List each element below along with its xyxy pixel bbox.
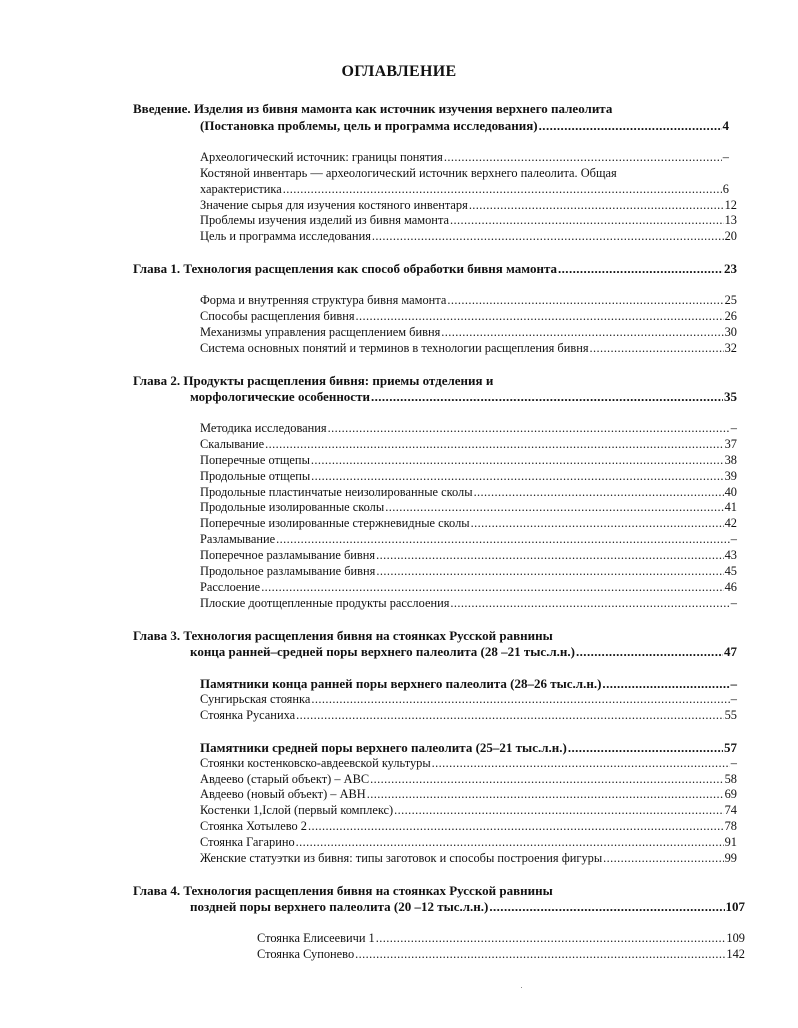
page-number: – [730,692,737,706]
toc-entry: Плоские доотщепленные продукты расслоения ..... – [200,596,737,611]
page-number: – [730,676,737,691]
section-heading: Памятники средней поры верхнего палеолита (25–21 тыс.л.н.) ..... 57 [200,740,737,755]
dot-leader [371,389,723,404]
page-number: – [730,756,737,770]
scan-speck [521,987,522,988]
dot-leader [558,261,723,276]
dot-leader [450,596,729,611]
toc-entry: Значение сырья для изучения костяного инвентаря ..... 12 [200,198,737,213]
toc-entry: Стоянка Гагарино ..... 91 [200,835,737,850]
toc-entry: Поперечные изолированные стержневидные сколы ..... 42 [200,516,737,531]
dot-leader [296,708,724,723]
toc-entry: Костенки 1,Iслой (первый комплекс) ..... 74 [200,803,737,818]
page-number: 25 [724,293,737,307]
dot-leader [590,341,724,356]
page-number: 23 [724,261,737,276]
dot-leader [283,182,722,197]
dot-leader [469,198,724,213]
page-number: 39 [724,469,737,483]
dot-leader [539,118,722,133]
dot-leader [394,803,723,818]
dot-leader [376,564,723,579]
toc-entry: Продольные отщепы ..... 39 [200,469,737,484]
dot-leader [474,485,724,500]
page-number: 109 [726,931,745,945]
page-number: 6 [722,182,729,196]
toc-entry: Стоянка Елисеевичи 1 ..... 109 [257,931,745,946]
dot-leader [447,293,723,308]
dot-leader [441,325,723,340]
page-number: 40 [724,485,737,499]
dot-leader [576,644,723,659]
dot-leader [308,819,724,834]
toc-entry: Авдеево (новый объект) – АВН ..... 69 [200,787,737,802]
dot-leader [568,740,723,755]
dot-leader [603,851,723,866]
page-number: 42 [724,516,737,530]
dot-leader [265,437,723,452]
page-number: 58 [724,772,737,786]
page-number: 107 [725,899,745,914]
toc-entry: Продольные изолированные сколы ..... 41 [200,500,737,515]
page-number: – [730,421,737,435]
dot-leader [367,787,724,802]
page-number: – [730,532,737,546]
page-number: 13 [724,213,737,227]
toc-entry: Методика исследования ..... – [200,421,737,436]
dot-leader [432,756,730,771]
toc-entry: Расслоение ..... 46 [200,580,737,595]
dot-leader [376,548,724,563]
chapter-2-heading-line2: морфологические особенности ..... 35 [190,389,737,404]
chapter-2-heading-line1: Глава 2. Продукты расщепления бивня: приемы отделения и [133,373,494,388]
toc-entry: характеристика ..... 6 [200,182,729,197]
intro-heading-line1: Введение. Изделия из бивня мамонта как источник изучения верхнего палеолита [133,101,613,116]
page-number: 57 [724,740,737,755]
toc-entry: Стоянка Хотылево 2 ..... 78 [200,819,737,834]
toc-entry: Цель и программа исследования ..... 20 [200,229,737,244]
dot-leader [296,835,724,850]
page-number: 35 [724,389,737,404]
dot-leader [471,516,724,531]
toc-entry: Скалывание ..... 37 [200,437,737,452]
toc-entry: Поперечное разламывание бивня ..... 43 [200,548,737,563]
page-number: 46 [724,580,737,594]
dot-leader [261,580,723,595]
dot-leader [444,150,722,165]
page-number: 99 [724,851,737,865]
toc-entry: Археологический источник: границы понятия ..... – [200,150,729,165]
toc-entry: Способы расщепления бивня ..... 26 [200,309,737,324]
dot-leader [276,532,730,547]
toc-entry: Поперечные отщепы ..... 38 [200,453,737,468]
page-title: ОГЛАВЛЕНИЕ [341,63,457,80]
toc-entry: Разламывание ..... – [200,532,737,547]
page-number: 69 [724,787,737,801]
toc-entry: Форма и внутренняя структура бивня мамонта ..... 25 [200,293,737,308]
chapter-1-heading: Глава 1. Технология расщепления как способ обработки бивня мамонта ..... 23 [133,261,737,276]
page-number: 45 [724,564,737,578]
page-number: 30 [724,325,737,339]
toc-entry: Продольное разламывание бивня ..... 45 [200,564,737,579]
dot-leader [370,772,723,787]
dot-leader [372,229,724,244]
dot-leader [311,692,729,707]
page-number: 38 [724,453,737,467]
page-number: 12 [724,198,737,212]
dot-leader [385,500,723,515]
section-heading: Памятники конца ранней поры верхнего палеолита (28–26 тыс.л.н.) ..... – [200,676,737,691]
page-number: 4 [722,118,729,133]
page-number: 74 [724,803,737,817]
page-number: 20 [724,229,737,243]
dot-leader [489,899,724,914]
page-number: 55 [724,708,737,722]
dot-leader [355,947,725,962]
intro-heading-line2: (Постановка проблемы, цель и программа исследования) ..... 4 [200,118,729,133]
toc-entry: Система основных понятий и терминов в технологии расщепления бивня ..... 32 [200,341,737,356]
page-number: 37 [724,437,737,451]
page-number: – [722,150,729,164]
page-number: 142 [726,947,745,961]
page-number: 47 [724,644,737,659]
toc-entry: Стоянка Супонево ..... 142 [257,947,745,962]
chapter-4-heading-line1: Глава 4. Технология расщепления бивня на стоянках Русской равнины [133,883,553,898]
dot-leader [311,469,723,484]
toc-entry: Продольные пластинчатые неизолированные сколы ..... 40 [200,485,737,500]
toc-entry: Авдеево (старый объект) – АВС ..... 58 [200,772,737,787]
chapter-3-heading-line1: Глава 3. Технология расщепления бивня на стоянках Русской равнины [133,628,553,643]
page-number: 43 [724,548,737,562]
dot-leader [376,931,726,946]
toc-entry: Костяной инвентарь — археологический источник верхнего палеолита. Общая [200,166,617,180]
dot-leader [602,676,729,691]
dot-leader [356,309,724,324]
dot-leader [311,453,724,468]
toc-entry: Стоянки костенковско-авдеевской культуры ..... – [200,756,737,771]
toc-entry: Механизмы управления расщеплением бивня ..... 30 [200,325,737,340]
page-number: – [730,596,737,610]
toc-entry: Стоянка Русаниха ..... 55 [200,708,737,723]
chapter-3-heading-line2: конца ранней–средней поры верхнего палеолита (28 –21 тыс.л.н.) ..... 47 [190,644,737,659]
dot-leader [328,421,730,436]
page-number: 91 [724,835,737,849]
page-number: 41 [724,500,737,514]
page-number: 32 [724,341,737,355]
toc-entry: Проблемы изучения изделий из бивня мамонта ..... 13 [200,213,737,228]
page-number: 78 [724,819,737,833]
dot-leader [450,213,724,228]
toc-entry: Сунгирьская стоянка ..... – [200,692,737,707]
toc-entry: Женские статуэтки из бивня: типы заготовок и способы построения фигуры ..... 99 [200,851,737,866]
chapter-4-heading-line2: поздней поры верхнего палеолита (20 –12 тыс.л.н.) ..... 107 [190,899,745,914]
page-number: 26 [724,309,737,323]
